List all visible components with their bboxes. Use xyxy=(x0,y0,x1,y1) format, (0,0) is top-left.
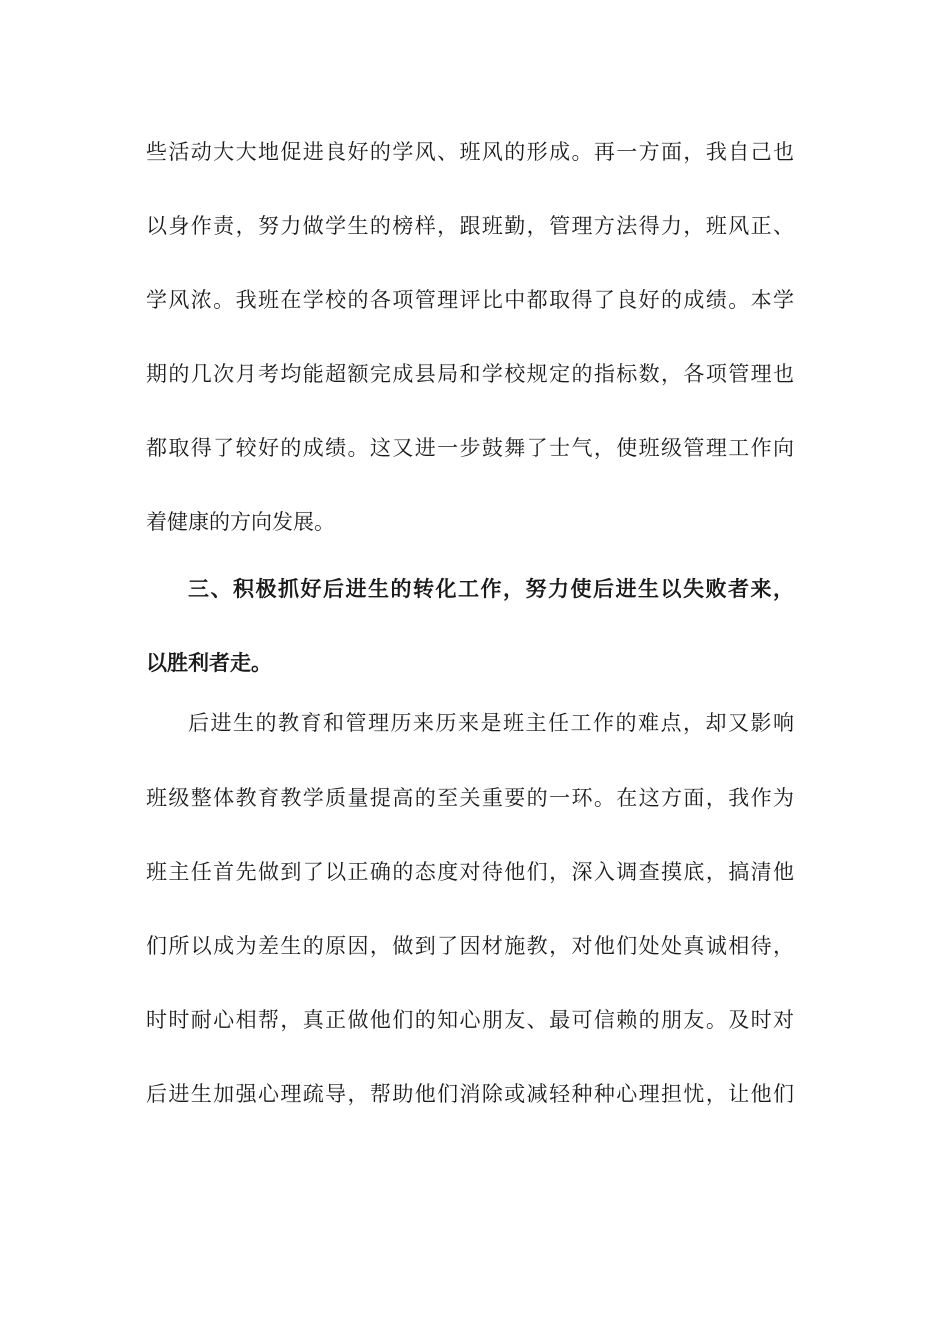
paragraph-1-line-2: 以身作责，努力做学生的榜样，跟班勤，管理方法得力，班风正、 xyxy=(146,214,794,238)
paragraph-2-line-4: 们所以成为差生的原因，做到了因材施教，对他们处处真诚相待， xyxy=(146,934,794,958)
paragraph-1-line-1: 些活动大大地促进良好的学风、班风的形成。再一方面，我自己也 xyxy=(146,140,794,164)
paragraph-1-line-5: 都取得了较好的成绩。这又进一步鼓舞了士气，使班级管理工作向 xyxy=(146,436,794,460)
paragraph-2-line-5: 时时耐心相帮，真正做他们的知心朋友、最可信赖的朋友。及时对 xyxy=(146,1008,794,1032)
paragraph-1-line-3: 学风浓。我班在学校的各项管理评比中都取得了良好的成绩。本学 xyxy=(146,288,794,312)
section-heading-line-2: 以胜利者走。 xyxy=(146,651,272,675)
paragraph-1-line-4: 期的几次月考均能超额完成县局和学校规定的指标数，各项管理也 xyxy=(146,362,794,386)
paragraph-1-line-6: 着健康的方向发展。 xyxy=(146,510,335,534)
paragraph-2-line-3: 班主任首先做到了以正确的态度对待他们，深入调查摸底，搞清他 xyxy=(146,860,794,884)
paragraph-2-line-1: 后进生的教育和管理历来历来是班主任工作的难点，却又影响 xyxy=(188,711,794,735)
paragraph-2-line-2: 班级整体教育教学质量提高的至关重要的一环。在这方面，我作为 xyxy=(146,786,794,810)
section-heading-line-1: 三、积极抓好后进生的转化工作，努力使后进生以失败者来， xyxy=(188,577,794,601)
paragraph-2-line-6: 后进生加强心理疏导，帮助他们消除或减轻种种心理担忧，让他们 xyxy=(146,1082,794,1106)
